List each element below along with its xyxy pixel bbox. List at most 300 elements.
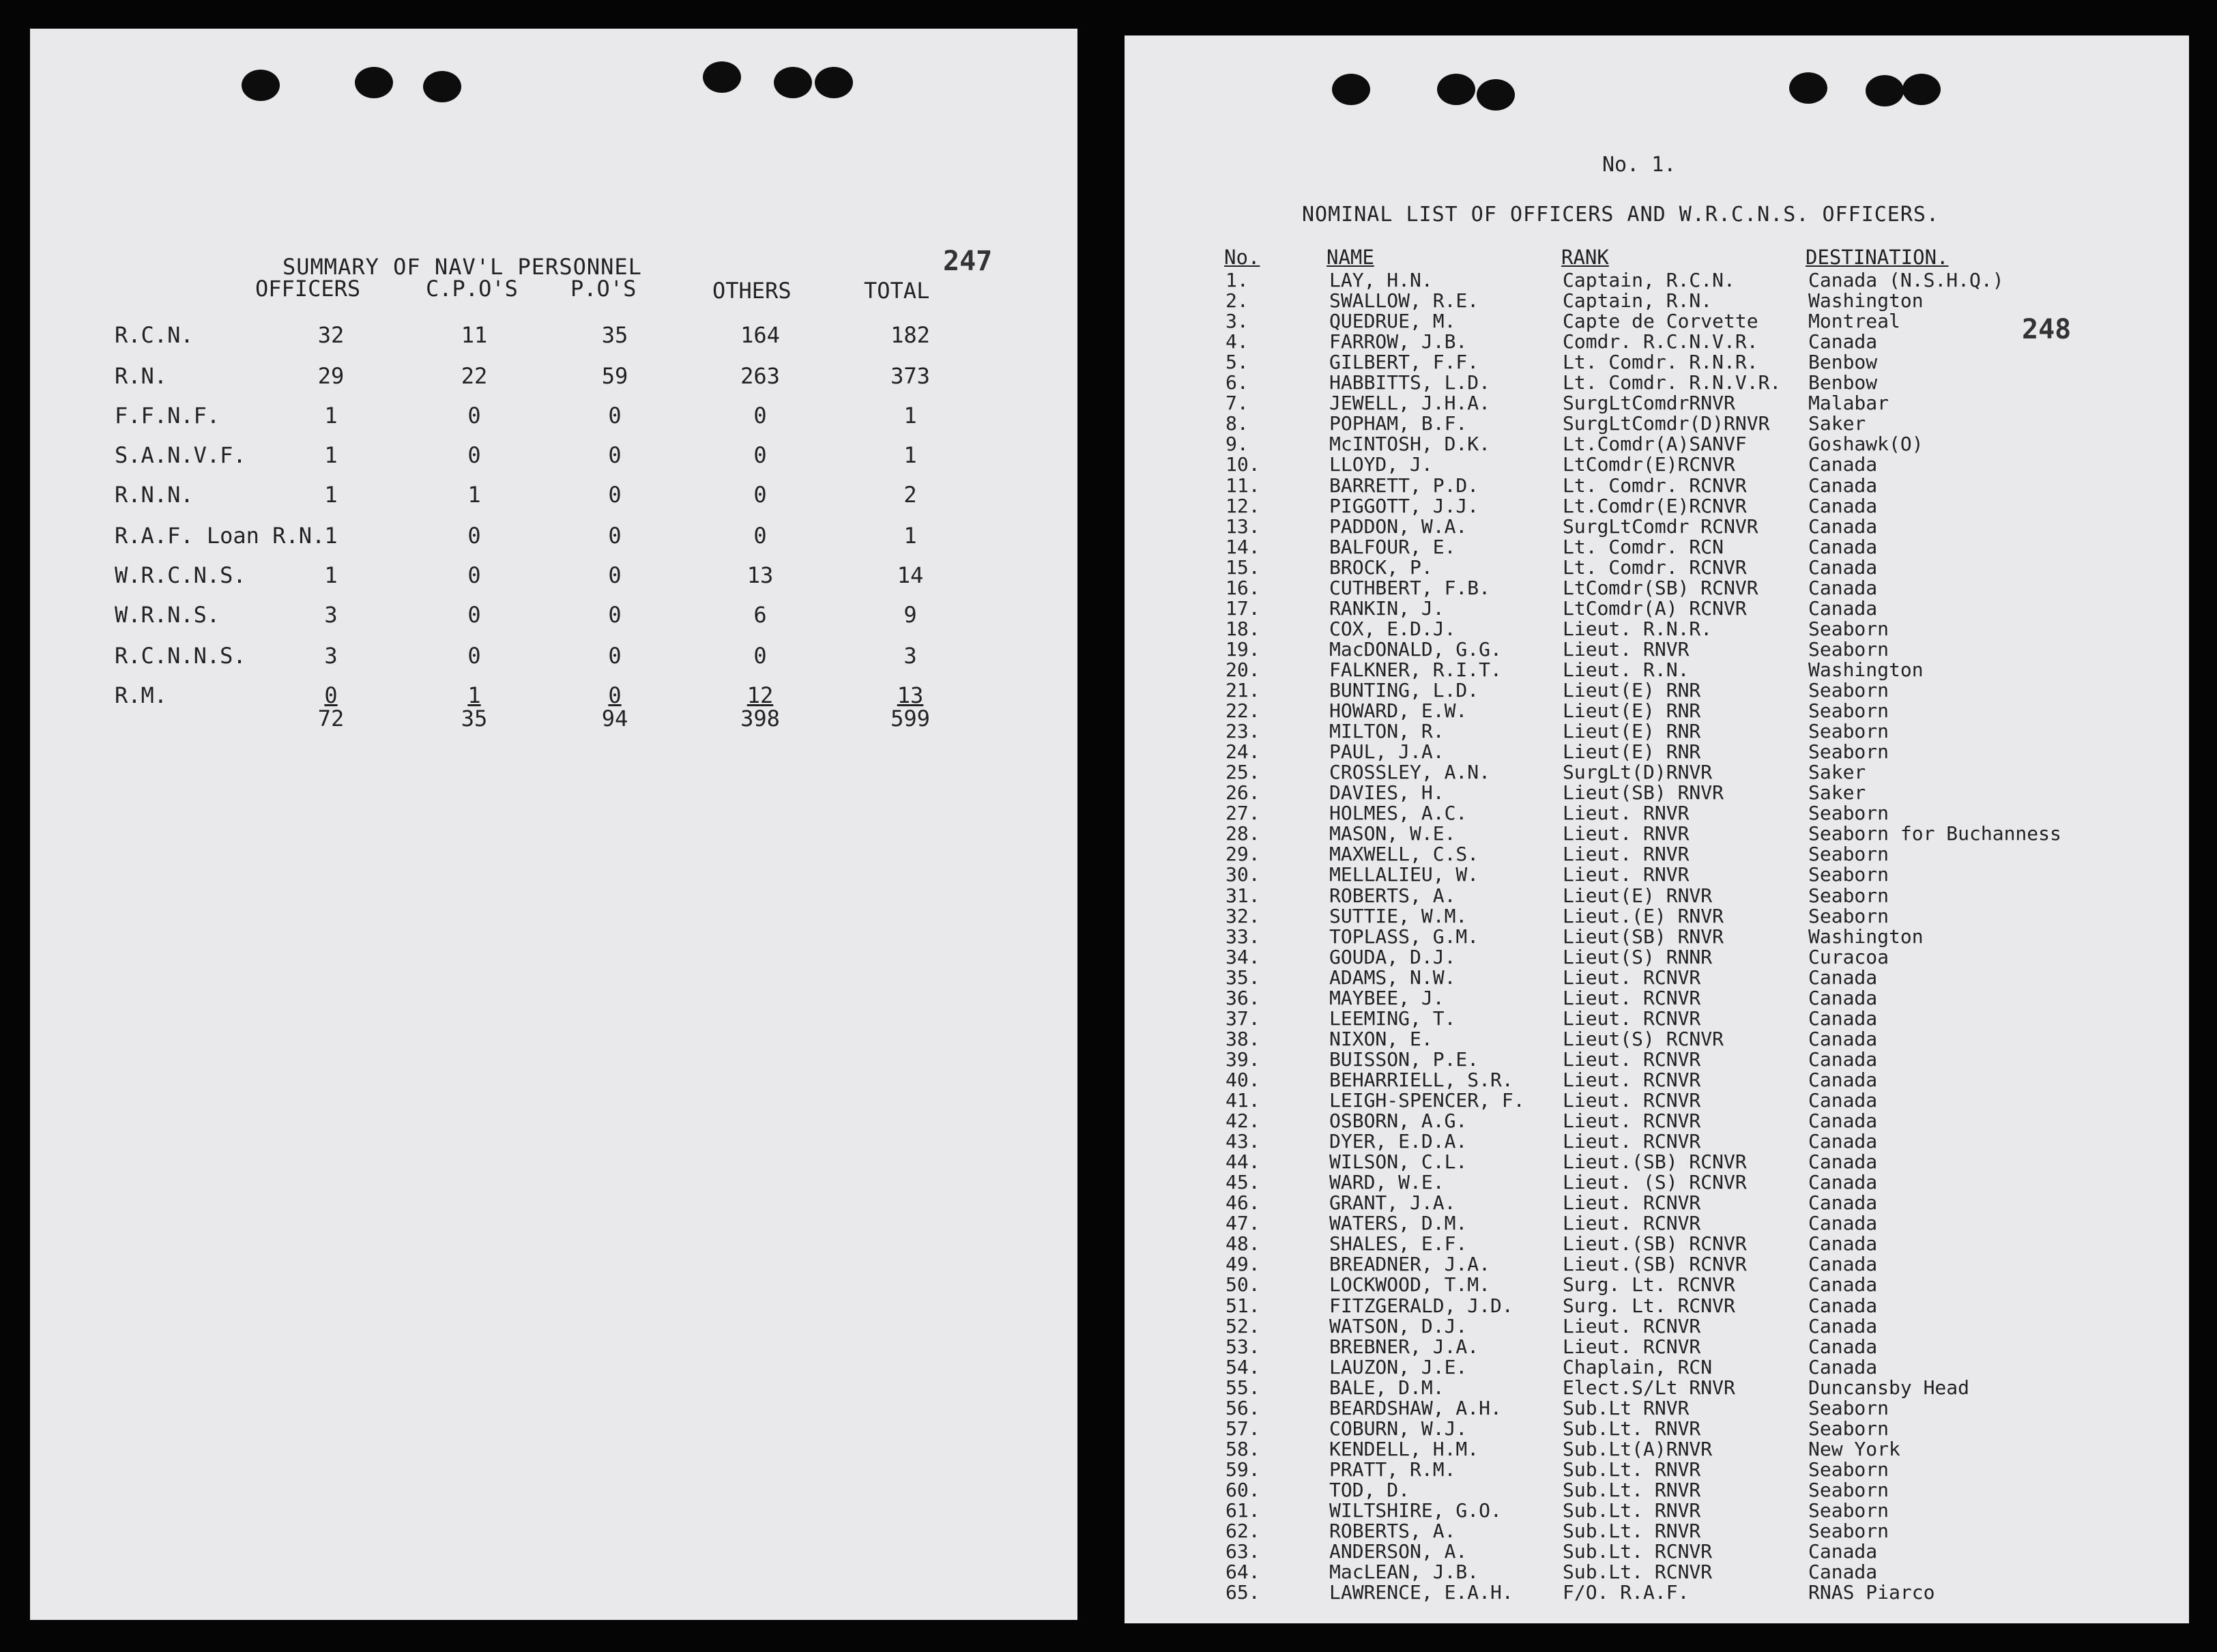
list-row: [1125, 1294, 2189, 1315]
entry-rank: Captain, R.C.N.: [1563, 269, 1735, 291]
entry-number: 44.: [1226, 1150, 1260, 1173]
entry-destination: Canada: [1808, 495, 1878, 517]
entry-name: CUTHBERT, F.B.: [1329, 577, 1491, 599]
entry-destination: Seaborn: [1808, 1397, 1889, 1419]
list-row: [1125, 638, 2189, 661]
entry-name: BUISSON, P.E.: [1329, 1048, 1479, 1071]
entry-rank: Lieut. RCNVR: [1563, 1007, 1701, 1030]
entry-rank: Lieut. RCNVR: [1563, 966, 1701, 989]
page-number: 247: [943, 246, 993, 277]
entry-rank: Sub.Lt. RCNVR: [1563, 1540, 1713, 1563]
summary-cell: 29: [317, 363, 345, 389]
list-row: [1125, 1150, 2189, 1171]
summary-cell: 13: [897, 682, 924, 708]
entry-number: 63.: [1226, 1540, 1260, 1563]
entry-rank: Lt. Comdr. RCN: [1563, 536, 1724, 558]
summary-row-label: R.C.N.N.S.: [115, 643, 246, 669]
summary-row-label: R.C.N.: [115, 322, 194, 348]
entry-rank: LtComdr(SB) RCNVR: [1563, 577, 1758, 599]
entry-rank: Lieut. RCNVR: [1563, 1089, 1701, 1112]
entry-destination: Seaborn: [1808, 720, 1889, 742]
summary-cell: 1: [324, 482, 338, 508]
entry-number: 61.: [1226, 1499, 1260, 1522]
list-row: [1125, 1110, 2189, 1130]
entry-destination: Seaborn: [1808, 1479, 1889, 1501]
summary-row: [30, 482, 1077, 509]
entry-number: 39.: [1226, 1048, 1260, 1071]
entry-number: 41.: [1226, 1089, 1260, 1112]
entry-destination: Canada: [1808, 1110, 1878, 1132]
entry-number: 24.: [1226, 740, 1260, 763]
entry-destination: Canada: [1808, 1294, 1878, 1317]
entry-rank: Lieut. RCNVR: [1563, 1048, 1701, 1071]
entry-rank: Lieut. R.N.R.: [1563, 618, 1713, 640]
entry-number: 6.: [1226, 371, 1249, 394]
summary-cell: 14: [897, 562, 924, 588]
entry-destination: Canada: [1808, 1356, 1878, 1378]
summary-cell: 1: [467, 682, 481, 708]
entry-rank: Surg. Lt. RCNVR: [1563, 1294, 1735, 1317]
summary-totals-row: [30, 706, 1077, 733]
entry-rank: Lieut(S) RNNR: [1563, 946, 1713, 968]
entry-rank: Lt.Comdr(A)SANVF: [1563, 433, 1747, 455]
entry-destination: RNAS Piarco: [1808, 1581, 1935, 1604]
entry-destination: Seaborn: [1808, 802, 1889, 824]
entry-number: 58.: [1226, 1438, 1260, 1460]
entry-number: 56.: [1226, 1397, 1260, 1419]
list-row: [1125, 699, 2189, 720]
summary-cell: 0: [753, 523, 767, 549]
entry-name: SHALES, E.F.: [1329, 1232, 1468, 1255]
entry-destination: Seaborn: [1808, 699, 1889, 722]
entry-name: TOD, D.: [1329, 1479, 1410, 1501]
entry-rank: Lieut. (S) RCNVR: [1563, 1171, 1747, 1193]
entry-destination: Canada (N.S.H.Q.): [1808, 269, 2004, 291]
entry-name: MAYBEE, J.: [1329, 987, 1445, 1009]
list-row: [1125, 433, 2189, 453]
entry-rank: Lieut. RCNVR: [1563, 1191, 1701, 1214]
entry-rank: Lieut. RCNVR: [1563, 1110, 1701, 1132]
entry-number: 9.: [1226, 433, 1249, 455]
punch-hole: [1902, 74, 1941, 105]
entry-name: LLOYD, J.: [1329, 453, 1433, 476]
entry-number: 7.: [1226, 392, 1249, 414]
entry-destination: Canada: [1808, 515, 1878, 538]
entry-number: 31.: [1226, 884, 1260, 907]
summary-cell: 6: [753, 602, 767, 628]
total-others: 398: [740, 706, 780, 731]
list-row: [1125, 822, 2189, 843]
entry-rank: Lieut(E) RNR: [1563, 679, 1701, 701]
entry-name: WILTSHIRE, G.O.: [1329, 1499, 1502, 1522]
entry-rank: Lieut(S) RCNVR: [1563, 1028, 1724, 1050]
entry-rank: Sub.Lt. RNVR: [1563, 1520, 1701, 1542]
list-row: [1125, 1089, 2189, 1110]
list-row: [1125, 474, 2189, 495]
list-row: [1125, 597, 2189, 618]
entry-name: HOWARD, E.W.: [1329, 699, 1468, 722]
entry-rank: LtComdr(A) RCNVR: [1563, 597, 1747, 620]
entry-rank: Lieut.(SB) RCNVR: [1563, 1253, 1747, 1275]
summary-cell: 0: [753, 482, 767, 508]
entry-destination: Seaborn: [1808, 679, 1889, 701]
entry-destination: Saker: [1808, 412, 1866, 435]
entry-name: FALKNER, R.I.T.: [1329, 658, 1502, 681]
list-row: [1125, 863, 2189, 884]
entry-name: MILTON, R.: [1329, 720, 1445, 742]
summary-row: [30, 562, 1077, 590]
list-row: [1125, 618, 2189, 638]
entry-rank: Lieut.(SB) RCNVR: [1563, 1150, 1747, 1173]
entry-number: 47.: [1226, 1212, 1260, 1234]
entry-number: 30.: [1226, 863, 1260, 886]
summary-cell: 1: [324, 523, 338, 549]
punch-hole: [774, 67, 812, 98]
entry-number: 32.: [1226, 905, 1260, 927]
sheet-label: No. 1.: [1602, 153, 1677, 177]
entry-destination: Canada: [1808, 453, 1878, 476]
entry-destination: New York: [1808, 1438, 1900, 1460]
entry-name: GRANT, J.A.: [1329, 1191, 1456, 1214]
entry-destination: Seaborn: [1808, 1499, 1889, 1522]
list-row: [1125, 1520, 2189, 1540]
list-row: [1125, 1232, 2189, 1253]
summary-row: [30, 523, 1077, 550]
summary-cell: 0: [467, 602, 481, 628]
entry-rank: LtComdr(E)RCNVR: [1563, 453, 1735, 476]
entry-number: 52.: [1226, 1315, 1260, 1337]
entry-number: 59.: [1226, 1458, 1260, 1481]
entry-name: WATSON, D.J.: [1329, 1315, 1468, 1337]
entry-name: GOUDA, D.J.: [1329, 946, 1456, 968]
entry-number: 34.: [1226, 946, 1260, 968]
entry-number: 46.: [1226, 1191, 1260, 1214]
entry-number: 33.: [1226, 925, 1260, 948]
entry-name: LOCKWOOD, T.M.: [1329, 1273, 1491, 1296]
entry-number: 10.: [1226, 453, 1260, 476]
list-row: [1125, 577, 2189, 597]
list-row: [1125, 310, 2189, 330]
list-row: [1125, 761, 2189, 781]
entry-number: 29.: [1226, 843, 1260, 865]
summary-cell: 3: [324, 643, 338, 669]
column-header-officers: OFFICERS: [255, 276, 361, 302]
header-no: No.: [1224, 246, 1260, 269]
entry-rank: Lieut. RNVR: [1563, 822, 1690, 845]
summary-cell: 0: [753, 403, 767, 429]
entry-destination: Washington: [1808, 925, 1924, 948]
entry-name: PADDON, W.A.: [1329, 515, 1468, 538]
summary-row: [30, 322, 1077, 349]
entry-destination: Malabar: [1808, 392, 1889, 414]
punch-hole: [242, 70, 280, 101]
entry-number: 60.: [1226, 1479, 1260, 1501]
entry-destination: Canada: [1808, 1007, 1878, 1030]
summary-cell: 1: [324, 562, 338, 588]
entry-rank: Lieut. RCNVR: [1563, 1315, 1701, 1337]
entry-rank: Lieut. RNVR: [1563, 863, 1690, 886]
entry-destination: Canada: [1808, 1540, 1878, 1563]
entry-destination: Canada: [1808, 597, 1878, 620]
summary-cell: 0: [608, 682, 622, 708]
summary-page: [30, 29, 1077, 1620]
total-cpos: 35: [461, 706, 488, 731]
list-row: [1125, 412, 2189, 433]
entry-number: 40.: [1226, 1069, 1260, 1091]
entry-destination: Canada: [1808, 474, 1878, 497]
entry-number: 53.: [1226, 1335, 1260, 1358]
list-row: [1125, 905, 2189, 925]
summary-cell: 0: [608, 442, 622, 468]
entry-destination: Canada: [1808, 536, 1878, 558]
entry-name: ADAMS, N.W.: [1329, 966, 1456, 989]
entry-rank: Lt. Comdr. RCNVR: [1563, 474, 1747, 497]
entry-name: BEARDSHAW, A.H.: [1329, 1397, 1502, 1419]
entry-rank: Chaplain, RCN: [1563, 1356, 1713, 1378]
list-row: [1125, 1581, 2189, 1602]
list-row: [1125, 843, 2189, 863]
summary-cell: 59: [601, 363, 628, 389]
punch-hole: [703, 61, 741, 93]
entry-name: BALE, D.M.: [1329, 1376, 1445, 1399]
entry-rank: Lt. Comdr. RCNVR: [1563, 556, 1747, 579]
list-row: [1125, 925, 2189, 946]
entry-name: ANDERSON, A.: [1329, 1540, 1468, 1563]
entry-number: 45.: [1226, 1171, 1260, 1193]
entry-number: 36.: [1226, 987, 1260, 1009]
entry-rank: Lieut. RCNVR: [1563, 1335, 1701, 1358]
entry-name: BREADNER, J.A.: [1329, 1253, 1491, 1275]
punch-hole: [815, 67, 853, 98]
entry-number: 17.: [1226, 597, 1260, 620]
summary-row-label: S.A.N.V.F.: [115, 442, 246, 468]
list-title: NOMINAL LIST OF OFFICERS AND W.R.C.N.S. OFFICERS.: [1302, 203, 1940, 227]
entry-number: 4.: [1226, 330, 1249, 353]
entry-rank: Sub.Lt. RCNVR: [1563, 1561, 1713, 1583]
entry-destination: Duncansby Head: [1808, 1376, 1970, 1399]
entry-name: MacLEAN, J.B.: [1329, 1561, 1479, 1583]
punch-hole: [1866, 75, 1904, 106]
summary-cell: 12: [747, 682, 774, 708]
summary-cell: 263: [740, 363, 780, 389]
entry-number: 55.: [1226, 1376, 1260, 1399]
entry-number: 5.: [1226, 351, 1249, 373]
list-row: [1125, 515, 2189, 536]
list-row: [1125, 1397, 2189, 1417]
entry-rank: Lieut.(E) RNVR: [1563, 905, 1724, 927]
entry-number: 50.: [1226, 1273, 1260, 1296]
entry-destination: Seaborn: [1808, 1417, 1889, 1440]
entry-rank: Lieut. R.N.: [1563, 658, 1690, 681]
entry-number: 42.: [1226, 1110, 1260, 1132]
entry-rank: Lieut(SB) RNVR: [1563, 781, 1724, 804]
summary-cell: 0: [608, 562, 622, 588]
entry-name: BEHARRIELL, S.R.: [1329, 1069, 1513, 1091]
entry-rank: Lieut(E) RNR: [1563, 720, 1701, 742]
entry-destination: Canada: [1808, 556, 1878, 579]
punch-hole: [1477, 79, 1515, 111]
entry-number: 13.: [1226, 515, 1260, 538]
column-header-cpos: C.P.O'S: [426, 276, 518, 302]
summary-cell: 0: [753, 643, 767, 669]
entry-name: KENDELL, H.M.: [1329, 1438, 1479, 1460]
entry-rank: Comdr. R.C.N.V.R.: [1563, 330, 1758, 353]
list-row: [1125, 1253, 2189, 1273]
summary-row-label: W.R.N.S.: [115, 602, 220, 628]
entry-destination: Canada: [1808, 1273, 1878, 1296]
punch-hole: [423, 71, 461, 102]
entry-destination: Canada: [1808, 1048, 1878, 1071]
entry-destination: Montreal: [1808, 310, 1900, 332]
entry-rank: Lieut. RNVR: [1563, 802, 1690, 824]
entry-rank: F/O. R.A.F.: [1563, 1581, 1690, 1604]
entry-destination: Seaborn: [1808, 884, 1889, 907]
entry-rank: Lieut(E) RNVR: [1563, 884, 1713, 907]
entry-rank: SurgLtComdr(D)RNVR: [1563, 412, 1770, 435]
entry-destination: Canada: [1808, 1069, 1878, 1091]
entry-name: QUEDRUE, M.: [1329, 310, 1456, 332]
entry-destination: Benbow: [1808, 351, 1878, 373]
entry-destination: Benbow: [1808, 371, 1878, 394]
column-header-others: OTHERS: [712, 278, 792, 304]
entry-name: JEWELL, J.H.A.: [1329, 392, 1491, 414]
entry-number: 62.: [1226, 1520, 1260, 1542]
entry-name: LEEMING, T.: [1329, 1007, 1456, 1030]
entry-destination: Saker: [1808, 781, 1866, 804]
list-row: [1125, 1438, 2189, 1458]
list-row: [1125, 1315, 2189, 1335]
entry-number: 27.: [1226, 802, 1260, 824]
summary-cell: 373: [890, 363, 930, 389]
entry-destination: Saker: [1808, 761, 1866, 783]
entry-number: 19.: [1226, 638, 1260, 661]
list-row: [1125, 536, 2189, 556]
list-row: [1125, 1540, 2189, 1561]
entry-name: WARD, W.E.: [1329, 1171, 1445, 1193]
entry-number: 35.: [1226, 966, 1260, 989]
entry-name: PAUL, J.A.: [1329, 740, 1445, 763]
entry-destination: Washington: [1808, 658, 1924, 681]
entry-destination: Canada: [1808, 1191, 1878, 1214]
entry-rank: Sub.Lt(A)RNVR: [1563, 1438, 1713, 1460]
entry-rank: Capte de Corvette: [1563, 310, 1758, 332]
entry-rank: Lieut. RCNVR: [1563, 1069, 1701, 1091]
entry-rank: Elect.S/Lt RNVR: [1563, 1376, 1735, 1399]
list-row: [1125, 269, 2189, 289]
entry-name: BROCK, P.: [1329, 556, 1433, 579]
total-pos: 94: [601, 706, 628, 731]
list-row: [1125, 987, 2189, 1007]
list-row: [1125, 679, 2189, 699]
entry-name: NIXON, E.: [1329, 1028, 1433, 1050]
summary-cell: 0: [467, 442, 481, 468]
list-row: [1125, 1191, 2189, 1212]
list-row: [1125, 1458, 2189, 1479]
entry-rank: Lt. Comdr. R.N.R.: [1563, 351, 1758, 373]
entry-destination: Canada: [1808, 1171, 1878, 1193]
entry-name: CROSSLEY, A.N.: [1329, 761, 1491, 783]
entry-destination: Canada: [1808, 1150, 1878, 1173]
list-row: [1125, 1130, 2189, 1153]
entry-number: 23.: [1226, 720, 1260, 742]
summary-cell: 11: [461, 322, 488, 348]
entry-number: 54.: [1226, 1356, 1260, 1378]
entry-rank: Surg. Lt. RCNVR: [1563, 1273, 1735, 1296]
entry-number: 49.: [1226, 1253, 1260, 1275]
list-row: [1125, 1356, 2189, 1376]
entry-rank: SurgLt(D)RNVR: [1563, 761, 1713, 783]
entry-name: FARROW, J.B.: [1329, 330, 1468, 353]
summary-row: [30, 403, 1077, 430]
summary-cell: 13: [747, 562, 774, 588]
entry-name: BALFOUR, E.: [1329, 536, 1456, 558]
summary-cell: 0: [608, 403, 622, 429]
entry-name: TOPLASS, G.M.: [1329, 925, 1479, 948]
summary-cell: 0: [467, 403, 481, 429]
summary-row: [30, 643, 1077, 670]
summary-cell: 32: [317, 322, 345, 348]
list-row: [1125, 1212, 2189, 1232]
entry-name: MELLALIEU, W.: [1329, 863, 1479, 886]
list-row: [1125, 371, 2189, 392]
summary-cell: 0: [608, 643, 622, 669]
entry-destination: Canada: [1808, 1089, 1878, 1112]
summary-row-label: R.M.: [115, 682, 168, 708]
summary-cell: 0: [608, 523, 622, 549]
list-row: [1125, 392, 2189, 412]
entry-name: SUTTIE, W.M.: [1329, 905, 1468, 927]
entry-destination: Seaborn: [1808, 1458, 1889, 1481]
entry-name: MAXWELL, C.S.: [1329, 843, 1479, 865]
entry-destination: Seaborn: [1808, 618, 1889, 640]
entry-number: 48.: [1226, 1232, 1260, 1255]
header-destination: DESTINATION.: [1806, 246, 1949, 269]
list-row: [1125, 884, 2189, 905]
entry-destination: Canada: [1808, 1130, 1878, 1153]
summary-cell: 182: [890, 322, 930, 348]
entry-destination: Canada: [1808, 1561, 1878, 1583]
list-row: [1125, 1335, 2189, 1356]
entry-number: 12.: [1226, 495, 1260, 517]
entry-rank: Lt.Comdr(E)RCNVR: [1563, 495, 1747, 517]
list-row: [1125, 330, 2189, 351]
entry-name: ROBERTS, A.: [1329, 1520, 1456, 1542]
entry-name: RANKIN, J.: [1329, 597, 1445, 620]
entry-destination: Seaborn: [1808, 740, 1889, 763]
summary-cell: 2: [903, 482, 917, 508]
entry-number: 64.: [1226, 1561, 1260, 1583]
list-row: [1125, 1479, 2189, 1499]
entry-number: 65.: [1226, 1581, 1260, 1604]
summary-cell: 3: [903, 643, 917, 669]
entry-number: 26.: [1226, 781, 1260, 804]
entry-name: HABBITTS, L.D.: [1329, 371, 1491, 394]
list-row: [1125, 556, 2189, 577]
entry-number: 11.: [1226, 474, 1260, 497]
entry-number: 8.: [1226, 412, 1249, 435]
entry-rank: Sub.Lt RNVR: [1563, 1397, 1690, 1419]
header-name: NAME: [1327, 246, 1374, 269]
entry-destination: Seaborn: [1808, 905, 1889, 927]
summary-row: [30, 442, 1077, 469]
entry-destination: Seaborn: [1808, 843, 1889, 865]
summary-row-label: R.N.N.: [115, 482, 194, 508]
entry-destination: Canada: [1808, 1232, 1878, 1255]
summary-cell: 0: [753, 442, 767, 468]
punch-hole: [1332, 74, 1370, 105]
entry-rank: Lieut(E) RNR: [1563, 740, 1701, 763]
entry-rank: Lieut. RCNVR: [1563, 1130, 1701, 1153]
